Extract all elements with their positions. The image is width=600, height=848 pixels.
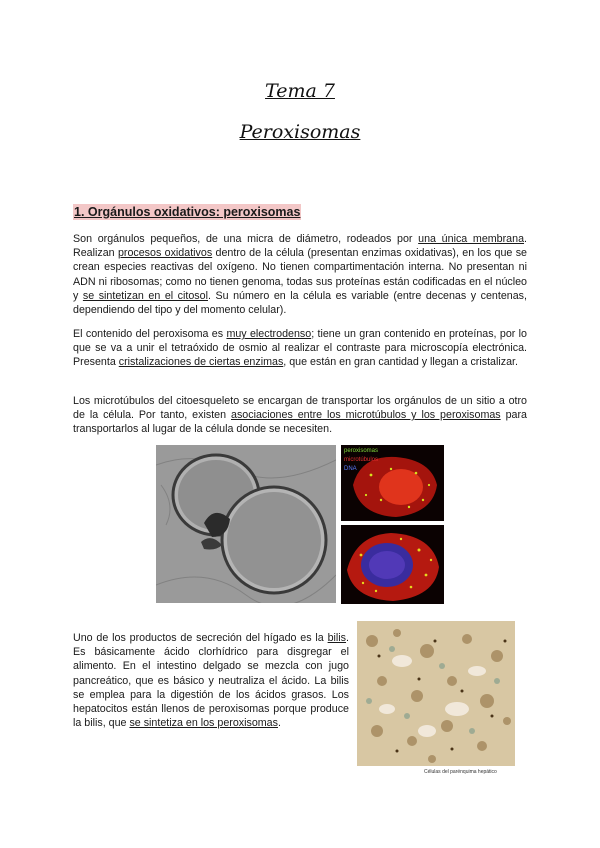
liver-histology-image	[357, 621, 515, 766]
micrograph-drawing	[156, 445, 336, 603]
label-peroxisomas: peroxisomas	[344, 448, 379, 454]
label-dna: DNA	[344, 466, 357, 472]
electron-micrograph-image	[156, 445, 336, 603]
fluorescence-image-1	[341, 445, 444, 521]
paragraph-2: El contenido del peroxisoma es muy electrodenso; tiene un gran contenido en proteínas, por lo que se va a unir el tetraóxido de osmio al realizar el contraste para microscopía electrónica. Presenta cristalizaciones de ciertas enzimas, que están en gran cantidad y llegan a cristalizar.	[73, 328, 527, 369]
paragraph-3: Los microtúbulos del citoesqueleto se encargan de transportar los orgánulos de un sitio a otro de la célula. Por tanto, existen asociaciones entre los microtúbulos y los peroxisomas para transportarlos al lugar de la célula donde se necesiten.	[73, 395, 527, 436]
histology-caption: Células del parénquima hepático	[424, 769, 497, 775]
document-title: Tema 7	[265, 80, 335, 102]
section-heading: 1. Orgánulos oxidativos: peroxisomas	[74, 205, 301, 219]
paragraph-4: Uno de los productos de secreción del hígado es la bilis. Es básicamente ácido clorhídrico para disgregar el alimento. En el intestino delgado se mezcla con jugo pancreático, que es básico y neutraliza el ácido. La bilis se emplea para la digestión de los ácidos grasos. Los hepatocitos están llenos de peroxisomas porque produce la bilis, que se sintetiza en los peroxisomas.	[73, 632, 349, 730]
document-subtitle: Peroxisomas	[239, 121, 361, 143]
histology-drawing	[357, 621, 515, 766]
label-microtubulos: microtúbulos	[344, 457, 379, 463]
fluorescence-image-2	[341, 525, 444, 604]
paragraph-1: Son orgánulos pequeños, de una micra de diámetro, rodeados por una única membrana. Realizan procesos oxidativos dentro de la célula (presentan enzimas oxidativas), en los que se crean especies reactivas del oxígeno. No tienen compartimentación interna. No presentan ni ADN ni ribosomas; como no tienen genoma, todas sus proteínas están codificadas en el núcleo y se sintetizan en el citosol. Su número en la célula es variable (entre decenas y centenas, dependiendo del tipo y del momento celular).	[73, 233, 528, 317]
fluorescence-drawing-2	[341, 525, 444, 604]
